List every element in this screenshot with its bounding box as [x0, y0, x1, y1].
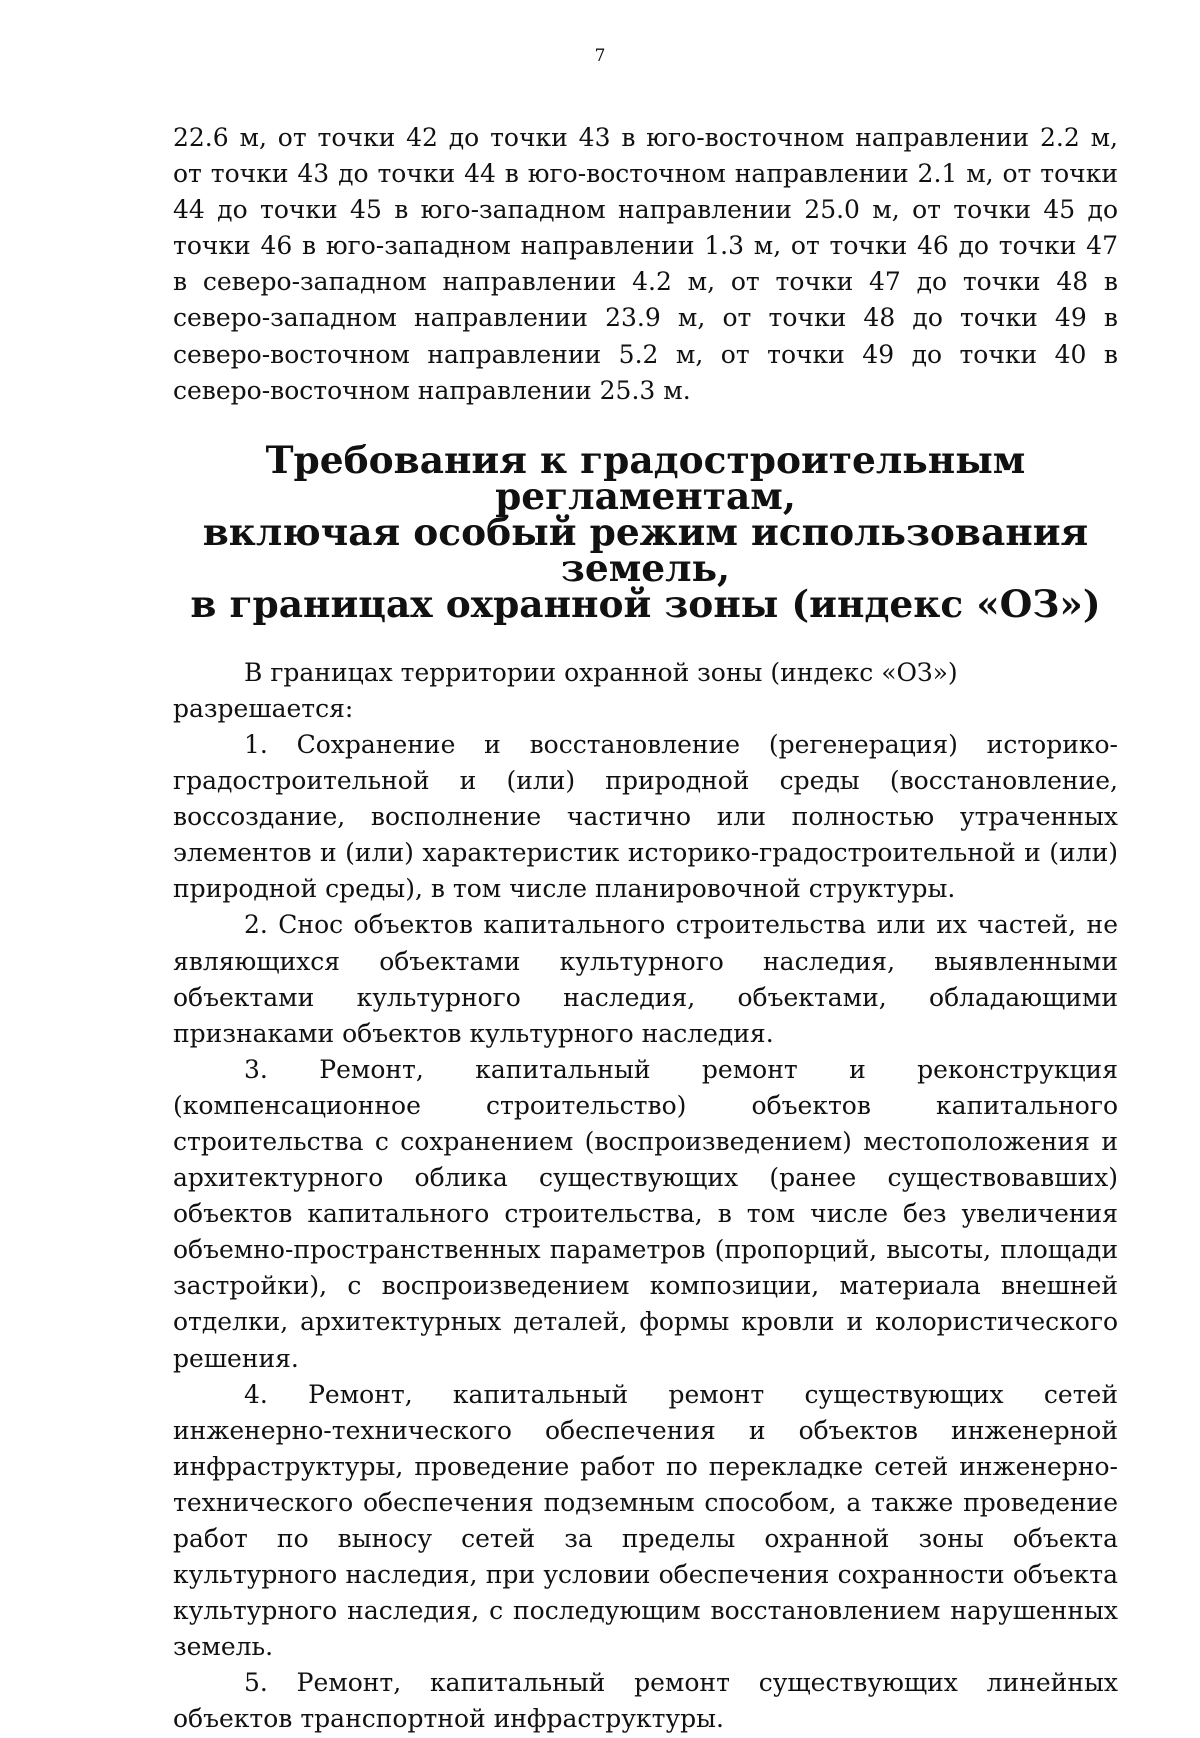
list-item-5: 5. Ремонт, капитальный ремонт существующих линейных объектов транспортной инфраструктуры. [173, 1668, 1118, 1734]
list-item-3: 3. Ремонт, капитальный ремонт и реконструкция (компенсационное строительство) объектов капитального строительства с сохранением (воспроизведением) местоположения и архитектурного облика существующих (ранее существовавших) объектов капитального строительства, в том числе без увеличения объемно-пространственных параметров (пропорций, высоты, площади застройки), с воспроизведением композиции, материала внешней отделки, архитектурных деталей, формы кровли и колористического решения. [173, 1054, 1118, 1373]
section-heading-line-1: Требования к градостроительным регламентам, [265, 437, 1026, 518]
list-item-1: 1. Сохранение и восстановление (регенерация) историко-градостроительной и (или) природной среды (восстановление, воссоздание, восполнение частично или полностью утраченных элементов и (или) характеристик историко-градостроительной и (или) природной среды), в том числе планировочной структуры. [173, 729, 1118, 904]
section-heading [173, 437, 1118, 626]
section-heading-line-3: в границах охранной зоны (индекс «ОЗ») [190, 581, 1101, 626]
list-item-4: 4. Ремонт, капитальный ремонт существующих сетей инженерно-технического обеспечения и объектов инженерной инфраструктуры, проведение работ по перекладке сетей инженерно-технического обеспечения подземным способом, а также проведение работ по выносу сетей за пределы охранной зоны объекта культурного наследия, при условии обеспечения сохранности объекта культурного наследия, с последующим восстановлением нарушенных земель. [173, 1379, 1118, 1662]
section-heading-line-2: включая особый режим использования земель, [202, 509, 1089, 590]
intro-paragraph: В границах территории охранной зоны (индекс «ОЗ») разрешается: [173, 657, 958, 723]
page-number: 7 [594, 46, 606, 66]
document-body [173, 120, 1118, 1738]
opening-paragraph: 22.6 м, от точки 42 до точки 43 в юго-восточном направлении 2.2 м, от точки 43 до точки 44 в юго-восточном направлении 2.1 м, от точки 44 до точки 45 в юго-западном направлении 25.0 м, от точки 45 до точки 46 в юго-западном направлении 1.3 м, от точки 46 до точки 47 в северо-западном направлении 4.2 м, от точки 47 до точки 48 в северо-западном направлении 23.9 м, от точки 48 до точки 49 в северо-восточном направлении 5.2 м, от точки 49 до точки 40 в северо-восточном направлении 25.3 м. [173, 123, 1118, 405]
list-item-2: 2. Снос объектов капитального строительства или их частей, не являющихся объектами культурного наследия, выявленными объектами культурного наследия, объектами, обладающими признаками объектов культурного наследия. [173, 910, 1118, 1048]
